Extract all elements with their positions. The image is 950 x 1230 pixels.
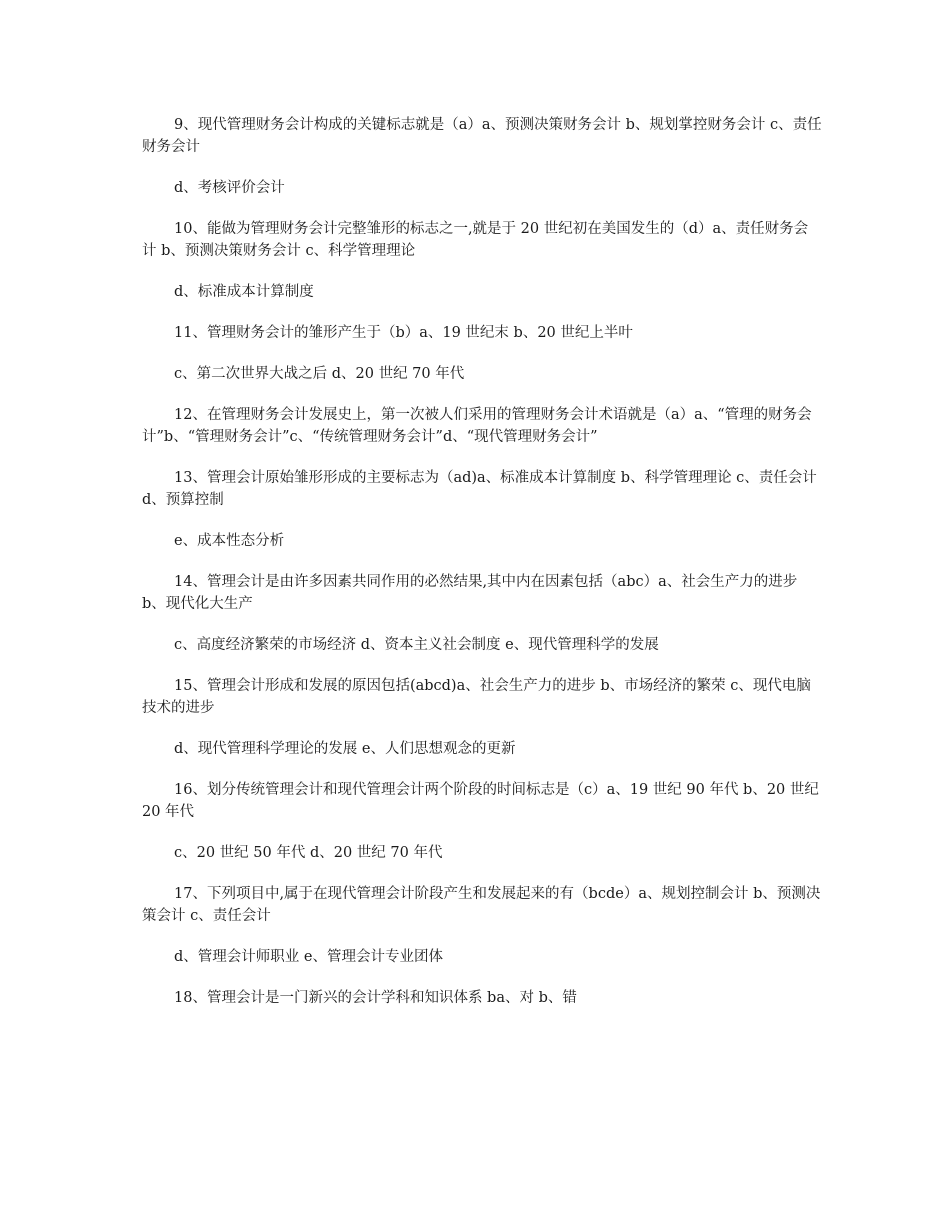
question-17-options-de: d、管理会计师职业 e、管理会计专业团体: [174, 949, 443, 965]
question-15-options-de: d、现代管理科学理论的发展 e、人们思想观念的更新: [174, 741, 516, 757]
question-9: 9、现代管理财务会计构成的关键标志就是（a）a、预测决策财务会计 b、规划掌控财务会计 c、责任财务会计: [142, 117, 822, 155]
question-11: 11、管理财务会计的雏形产生于（b）a、19 世纪末 b、20 世纪上半叶: [174, 325, 633, 341]
document-body: [142, 114, 822, 1028]
question-17: 17、下列项目中,属于在现代管理会计阶段产生和发展起来的有（bcde）a、规划控制会计 b、预测决策会计 c、责任会计: [142, 886, 821, 924]
question-9-option-d: d、考核评价会计: [174, 180, 285, 196]
question-11-options-cd: c、第二次世界大战之后 d、20 世纪 70 年代: [174, 366, 465, 382]
question-10: 10、能做为管理财务会计完整雏形的标志之一,就是于 20 世纪初在美国发生的（d）a、责任财务会计 b、预测决策财务会计 c、科学管理理论: [142, 221, 809, 259]
question-10-option-d: d、标准成本计算制度: [174, 284, 314, 300]
question-18: 18、管理会计是一门新兴的会计学科和知识体系 ba、对 b、错: [174, 990, 577, 1006]
question-14: 14、管理会计是由许多因素共同作用的必然结果,其中内在因素包括（abc）a、社会生产力的进步 b、现代化大生产: [142, 574, 798, 612]
question-16: 16、划分传统管理会计和现代管理会计两个阶段的时间标志是（c）a、19 世纪 90 年代 b、20 世纪 20 年代: [142, 782, 819, 820]
question-15: 15、管理会计形成和发展的原因包括(abcd)a、社会生产力的进步 b、市场经济的繁荣 c、现代电脑技术的进步: [142, 678, 811, 716]
question-12: 12、在管理财务会计发展史上，第一次被人们采用的管理财务会计术语就是（a）a、“管理的财务会计”b、“管理财务会计”c、“传统管理财务会计”d、“现代管理财务会计”: [142, 407, 812, 445]
question-16-options-cd: c、20 世纪 50 年代 d、20 世纪 70 年代: [174, 845, 443, 861]
question-14-options-cde: c、高度经济繁荣的市场经济 d、资本主义社会制度 e、现代管理科学的发展: [174, 637, 659, 653]
question-13-option-e: e、成本性态分析: [174, 533, 285, 549]
question-13: 13、管理会计原始雏形形成的主要标志为（ad)a、标准成本计算制度 b、科学管理理论 c、责任会计 d、预算控制: [142, 470, 817, 508]
